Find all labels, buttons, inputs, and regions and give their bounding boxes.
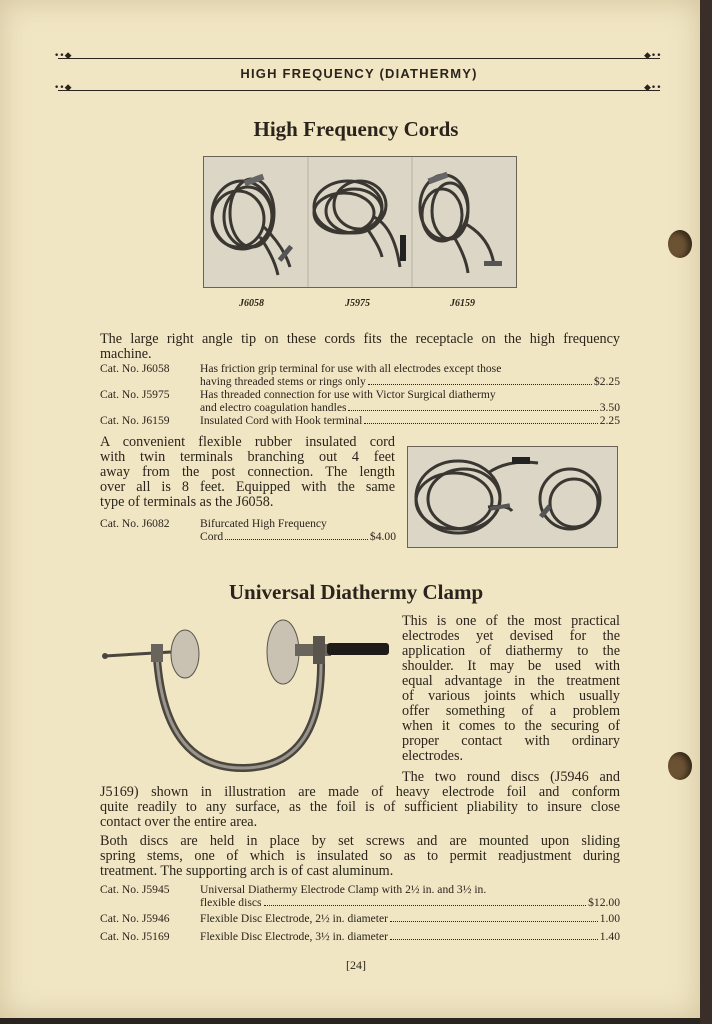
item-description: Bifurcated High Frequency xyxy=(200,517,327,530)
item-description: Flexible Disc Electrode, 2½ in. diameter xyxy=(200,912,389,925)
coiled-cords-illustration xyxy=(204,157,516,287)
rule-ornament: ••◆ xyxy=(54,51,72,61)
rule-ornament: ••◆ xyxy=(54,83,72,93)
rule-ornament: ◆•• xyxy=(644,51,662,61)
item-description: having threaded stems or rings only xyxy=(200,374,366,388)
cords-title: High Frequency Cords xyxy=(253,117,459,141)
item-price: 3.50 xyxy=(599,400,620,414)
catalog-number: Cat. No. J5945 xyxy=(100,883,170,896)
item-description: Cord xyxy=(200,529,224,543)
rule-ornament: ◆•• xyxy=(644,83,662,93)
item-description: flexible discs xyxy=(200,895,262,909)
photo-caption: J6058 xyxy=(239,298,264,309)
catalog-number: Cat. No. J6058 xyxy=(100,362,170,375)
bifurcated-cord-paragraph: A convenient flexible rubber insulated cord with twin terminals branching out 4 feet away from the post connection. The length over all is 8 feet. Equipped with the same type of terminals as the J6058. xyxy=(100,434,395,510)
bifurcated-cord-illustration xyxy=(408,447,617,547)
item-price: $2.25 xyxy=(593,374,620,388)
clamp-discs-paragraph: J5169) shown in illustration are made of heavy electrode foil and conform quite readily to any surface, as the foil is of sufficient pliability to insure close contact over the entire area. xyxy=(100,784,620,830)
cords-intro-paragraph: The large right angle tip on these cords fits the receptacle on the high frequency machine. xyxy=(100,331,620,362)
item-description: Has friction grip terminal for use with all electrodes except those xyxy=(200,362,502,375)
catalog-number: Cat. No. J5169 xyxy=(100,930,170,943)
item-price: $12.00 xyxy=(588,895,620,909)
photo-caption: J6159 xyxy=(450,298,475,309)
catalog-number: Cat. No. J6159 xyxy=(100,414,170,427)
catalog-number: Cat. No. J5946 xyxy=(100,912,170,925)
cords-photo xyxy=(203,156,517,288)
binding-hole xyxy=(668,752,692,780)
photo-caption: J5975 xyxy=(345,298,370,309)
header-rule-top xyxy=(58,58,660,59)
catalog-number: Cat. No. J5975 xyxy=(100,388,170,401)
item-price: 1.40 xyxy=(599,930,620,943)
item-price: 2.25 xyxy=(599,414,620,427)
diathermy-clamp-illustration xyxy=(95,610,395,780)
page-number: [24] xyxy=(346,958,366,972)
catalog-number: Cat. No. J6082 xyxy=(100,517,170,530)
item-price: $4.00 xyxy=(369,529,396,543)
clamp-description-paragraph: This is one of the most practical electrodes yet devised for the application of diathermy to the shoulder. It may be used with equal advantage in the treatment of various joints which usually offer something of a problem when it comes to the securing of proper contact with ordinary electrodes. xyxy=(402,613,620,764)
item-description: Flexible Disc Electrode, 3½ in. diameter xyxy=(200,930,389,943)
page-header: HIGH FREQUENCY (DIATHERMY) xyxy=(240,66,478,81)
item-description: and electro coagulation handles xyxy=(200,400,347,414)
item-price: 1.00 xyxy=(599,912,620,925)
clamp-mounting-paragraph: Both discs are held in place by set screws and are mounted upon sliding spring stems, one of which is insulated so as to permit readjustment during treatment. The supporting arch is of cast aluminum. xyxy=(100,833,620,879)
item-description: Has threaded connection for use with Victor Surgical diathermy xyxy=(200,388,496,401)
header-rule-bottom xyxy=(58,90,660,91)
clamp-discs-paragraph-start: The two round discs (J5946 and xyxy=(402,769,620,785)
item-description: Insulated Cord with Hook terminal xyxy=(200,414,363,427)
bifurcated-cord-photo xyxy=(407,446,618,548)
clamp-title: Universal Diathermy Clamp xyxy=(228,580,484,604)
page-edge-shadow xyxy=(700,0,712,1024)
item-description: Universal Diathermy Electrode Clamp with 2½ in. and 3½ in. xyxy=(200,883,487,896)
binding-hole xyxy=(668,230,692,258)
